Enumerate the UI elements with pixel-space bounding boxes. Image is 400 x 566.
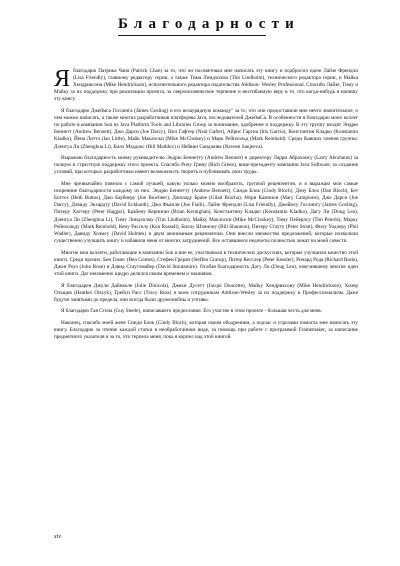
page-number: xiv	[54, 534, 61, 540]
drop-cap: Я	[54, 66, 71, 92]
acknowledgements-body	[54, 68, 358, 346]
page-title: Благодарности	[118, 16, 300, 32]
paragraph-1-text: благодарю Патрика Чана (Patrick Chan) за то, что он посоветовал мне написать эту книгу и подбросил идею Лайзе Френдли (Lisa Friendly), главному редактору серии, а также Тима Линдхолма (Tim Lindholm), технического редактора серии, и Майка Хендриксона (Mike Hendrickson), исполнительного редактора издательства Addison- Wesley Professional. Спасибо Лайзе, Тиму и Майку за их поддержку при реализации проекта, за сверхчеловеческое терпение и несгибаемую веру в то, что когда-нибудь я напишу эту книгу.	[54, 68, 358, 103]
paragraph-7: Я благодарю Гая Стила (Guy Steele), написавшего предисловие. Его участие в этом проекте - большая честь для меня.	[61, 308, 322, 315]
paragraph-4: Мне чрезвычайно повезло с самой лучшей, какую только можно вообразить, группой рецензентов, и я выражаю мои самые искренние благодарности каждому из них: Эндрю Беннетту (Andrew Bennett), Синди Блок (Cindy Bloch), Дэну Блох (Dan Bloch), Бет Боттос (Beth Bottos), Джо Баубиеру (Joe Bowbeer), Джиладу Браче (Gilad Bracha), Мэри Кампион (Mary Campione), Джо Дарси (Joe Darcy), Дэвиду Экхардту (David Eckhardt), Джо Фьялли (Joe Fialli), Лайзе Френдли (Lisa Friendly), Джеймсу Гослингу (James Gosling), Питеру Хаггеру (Peter Haggar), Брайену Керниган (Brian Kernighan), Константину Кладко (Konstantin Kladko), Дагу Ли (Doug Lea), Дзенгуа Ли (Zhenghua Li), Тиму Линдхолму (Tim Lindholm), Майку Маклоски (Mike McCloskey), Тиму Пейерлсу (Tim Peierls), Марку Рейнхольду (Mark Reinhold), Кену Расселу (Ken Russell), Биллу Шэннону (Bill Shannon), Питеру Стауту (Peter Stout), Филу Уодлеру (Phil Wadler), Давиду Холмсу (David Holmes) и двум анонимным рецензентам. Они внесли множество предложений, которые позволили существенно улучшить книгу и избавили меня от многих затруднений. Все оставшиеся недочеты полностью лежат на моей совести.	[54, 181, 358, 244]
title-underline	[118, 35, 266, 36]
paragraph-5: Многие мои коллеги, работающие в компании Sun и вне ее, участвовали в технических дискуссиях, которые улучшили качество этой книги. Среди прочих: Бен Гомес (Ben Gomes), Стефен Грерап (Steffen Grarup), Питер Кесслер (Peter Kessler), Ричард Рода (Richard Roda), Джон Роуз (John Rose) и Дэвид Стаутэмайер (David Stoutamire). Особая благодарность Дагу Ли (Doug Lea), озвучившему многие идеи этой книги. Даг неизменно щедро делился своим временем и знаниями.	[54, 249, 358, 277]
paragraph-6: Я благодарен Джули Дайнколе (Julie Dinicola), Джеки Дусетт (Jacqui Doucette), Майку Хендриксону (Mike Hendrickson), Хизер Ольщик (Heather Olszyk), Трейси Расс (Tracy Russ) и всем сотрудникам Addison-Wesley за их поддержку и Профессионализм. Даже будучи занятыми до предела, они всегда были дружелюбны и учтивы.	[54, 282, 358, 303]
paragraph-1	[54, 68, 358, 103]
paragraph-8: Наконец, спасибо моей жене Синди Блок (Cindy Bloch), которая своим ободрением, а подчас и угрозами помогла мне написать эту книгу. Благодарю за чтение каждой статьи в необработанном виде, за помощь при работе с программой Framemaker, за написание предметного указателя и за то, что терпела меня, пока я корпел над этой книгой.	[54, 320, 358, 341]
paragraph-2: Я благодарю Джеймса Гослинга (James Gosling) и его незаурядную команду" за то, что они предоставили мне нечто значительное, о чем можно написать, а также многих разработчиков платформы Java, последователей ДжеймСа. В особенности я благодарю моих коллег по работе в компании Sun из Java Platform Tools and Libraries Group за понимание, одобрение и поддержку. В эту группу входят Эндрю Беннетт (Andrew Bennett), Джо Дарси (Joe Darcy), Нил Гафтер (Neal Gafter), Айрис Гарсиа (Iris Garcia), Константин Кладко (Konstantin Kladko), Йена Литтл (Ian Little), Майк Маклоски (Mike McCloskey) и Марк Рейнхольд (Mark Reinhold). Среди бывших членов группы: Дзенгуа Ли (Zhenghua Li), Билл Мэддокс (Bill Maddox) и Нейвин Санджива (Naveen Sanjeeva).	[54, 108, 358, 150]
paragraph-3: Выражаю благодарность моему руководителю Эндрю Беннетту (Andrew Bennett) и директору Ларри Абрахамсу (Larry Abrahams) за полную и страстную поддержку этого проекта. Спасибо Ричу Грину (Rich Green), вице-президенту компании Java Software, за создание условий, при которых разработчики имеют возможность творить и публиковать свои труды.	[54, 155, 358, 176]
